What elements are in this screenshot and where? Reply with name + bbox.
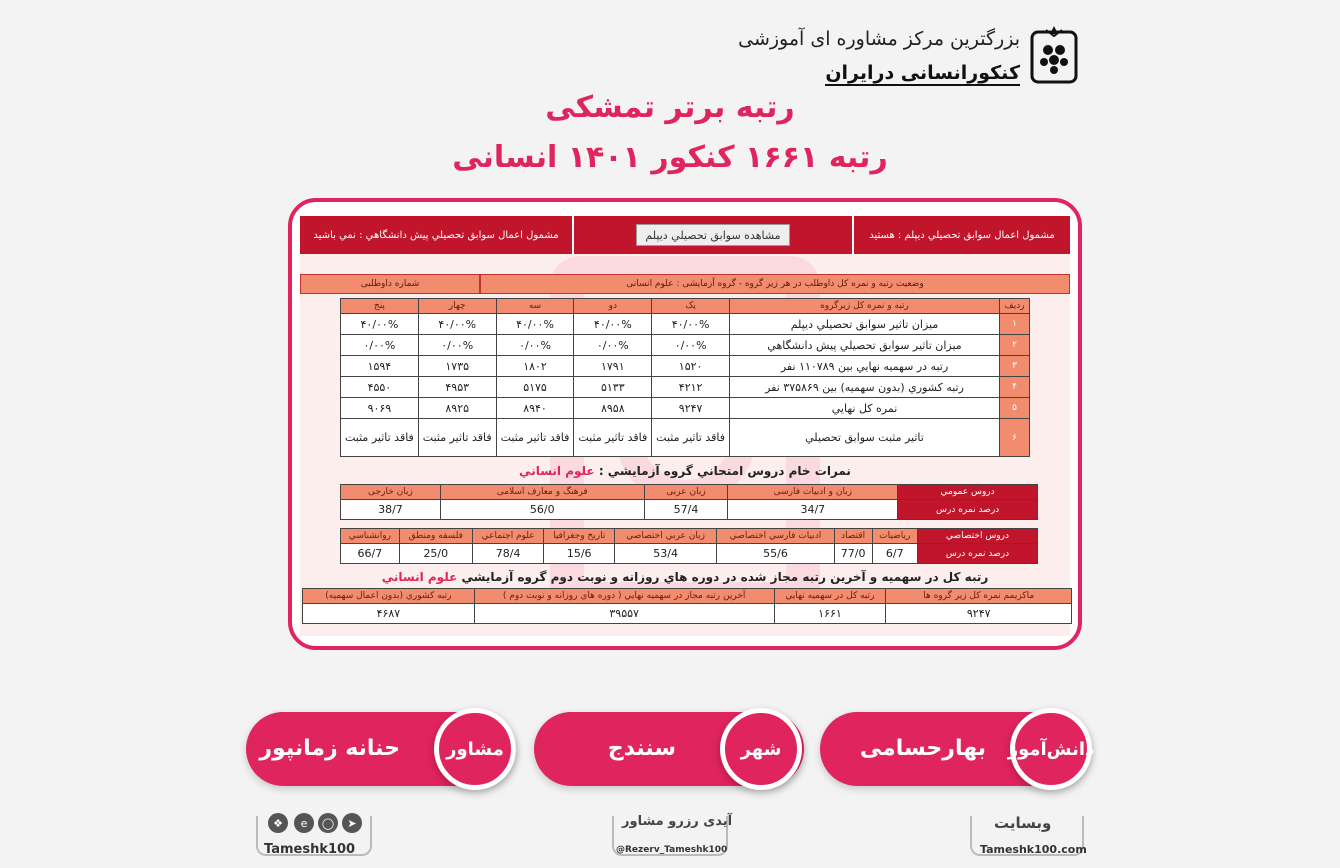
col-header: رتبه و نمره كل زيرگروه: [730, 299, 1000, 314]
row-value: ۸۹۲۵: [418, 398, 496, 419]
general-scores-table: [340, 484, 1038, 520]
subject-header: زبان عربی: [644, 485, 728, 500]
row-value: ۱۵۲۰: [652, 356, 730, 377]
subject-header: زبان و ادبیات فارسی: [728, 485, 898, 500]
col-header: آخرين رتبه مجاز در سهميه نهايي ( دوره هاي روزانه و نوبت دوم ): [474, 589, 774, 604]
row-label: ميزان تاثير سوابق تحصيلي پيش دانشگاهي: [730, 335, 1000, 356]
score-value: 77/0: [834, 544, 872, 564]
row-value: ۰/۰۰%: [574, 335, 652, 356]
col-header: دو: [574, 299, 652, 314]
row-value: فاقد تاثير مثبت: [574, 419, 652, 457]
rubika-icon[interactable]: ❖: [268, 813, 288, 833]
row-value: ۴۵۵۰: [341, 377, 419, 398]
row-value: ۹۲۴۷: [652, 398, 730, 419]
raw-scores-title: [300, 464, 1070, 478]
reserve-label: آیدی رزرو مشاور: [622, 814, 733, 829]
row-value: ۰/۰۰%: [418, 335, 496, 356]
col-header: سه: [496, 299, 574, 314]
subject-header: فلسفه ومنطق: [399, 529, 472, 544]
table-row: [341, 314, 1030, 335]
subheader-status: وضعیت رتبه و نمره کل داوطلب در هر زیر گروه - گروه آزمایشی : علوم انسانی: [480, 274, 1070, 294]
social-handle[interactable]: Tameshk100: [264, 842, 356, 857]
file-number-label: شماره داوطلبی: [300, 274, 480, 294]
row-value: ۰/۰۰%: [652, 335, 730, 356]
score-value: 55/6: [717, 544, 835, 564]
row-value: ۵۱۳۳: [574, 377, 652, 398]
page-subtitle: رتبه ۱۶۶۱ کنکور ۱۴۰۱ انسانی: [452, 140, 888, 175]
specialized-label: دروس اختصاصي: [918, 529, 1038, 544]
subject-header: زبان عربي اختصاصي: [615, 529, 717, 544]
row-value: ۴۰/۰۰%: [496, 314, 574, 335]
row-index: ۱: [1000, 314, 1030, 335]
student-name: بهارحسامی: [859, 736, 986, 761]
specialized-scores-header: [341, 529, 1038, 544]
final-rank-value: ۳۹۵۵۷: [474, 604, 774, 624]
row-value: فاقد تاثير مثبت: [496, 419, 574, 457]
row-index: ۲: [1000, 335, 1030, 356]
final-rank-row: [303, 604, 1072, 624]
score-value: 56/0: [440, 500, 644, 520]
score-value: 25/0: [399, 544, 472, 564]
score-value: 53/4: [615, 544, 717, 564]
row-value: ۰/۰۰%: [496, 335, 574, 356]
telegram-icon[interactable]: ➤: [342, 813, 362, 833]
row-value: ۴۹۵۳: [418, 377, 496, 398]
student-badge: دانش‌آموز: [1010, 708, 1092, 790]
advisor-name: حنانه زمانپور: [259, 736, 400, 761]
row-index: ۳: [1000, 356, 1030, 377]
row-label: ميزان تاثير سوابق تحصيلي ديپلم: [730, 314, 1000, 335]
final-rank-value: ۱۶۶۱: [774, 604, 886, 624]
row-value: ۱۸۰۲: [496, 356, 574, 377]
rank-table-header: [341, 299, 1030, 314]
page-title: رتبه برتر تمشکی: [545, 90, 795, 125]
city-card: [534, 712, 804, 786]
row-label: رتبه کشوري (بدون سهميه) بين ۳۷۵۸۶۹ نفر: [730, 377, 1000, 398]
raw-scores-title-text: نمرات خام دروس امتحاني گروه آزمايشي :: [598, 464, 851, 478]
brand-header: [738, 18, 1078, 90]
view-diploma-button[interactable]: مشاهده سوابق تحصيلي ديپلم: [636, 224, 789, 246]
score-value: 38/7: [341, 500, 441, 520]
row-value: ۵۱۷۵: [496, 377, 574, 398]
final-rank-value: ۹۲۴۷: [886, 604, 1072, 624]
result-sheet: [300, 216, 1070, 636]
city-name: سنندج: [607, 736, 676, 761]
subject-header: رياضيات: [872, 529, 918, 544]
col-header: يک: [652, 299, 730, 314]
website-label: وبسایت: [994, 814, 1052, 832]
score-value: 57/4: [644, 500, 728, 520]
rank-table: [340, 298, 1030, 457]
row-label: نمره کل نهايي: [730, 398, 1000, 419]
col-header: رتبه کل در سهميه نهايي: [774, 589, 886, 604]
diploma-button-cell: [572, 216, 854, 254]
row-value: ۴۲۱۲: [652, 377, 730, 398]
subheader: [300, 274, 1070, 294]
col-header: ماکزيمم نمره کل زير گروه ها: [886, 589, 1072, 604]
row-value: ۱۷۹۱: [574, 356, 652, 377]
row-value: ۱۷۳۵: [418, 356, 496, 377]
pre-university-status: مشمول اعمال سوابق تحصيلي پيش دانشگاهي : نمي باشيد: [313, 229, 559, 241]
final-rank-table: [302, 588, 1072, 624]
score-value: 15/6: [544, 544, 615, 564]
row-value: ۴۰/۰۰%: [341, 314, 419, 335]
final-rank-value: ۴۶۸۷: [303, 604, 475, 624]
raspberry-logo-icon: [1030, 22, 1078, 84]
subject-header: روانشناسي: [341, 529, 400, 544]
raw-scores-group: علوم انساني: [519, 464, 595, 478]
reserve-id[interactable]: @Rezerv_Tameshk100: [616, 845, 728, 855]
row-label: تاثير مثبت سوابق تحصيلي: [730, 419, 1000, 457]
row-value: فاقد تاثير مثبت: [652, 419, 730, 457]
table-row: [341, 335, 1030, 356]
final-rank-title: [300, 570, 1070, 584]
row-value: فاقد تاثير مثبت: [418, 419, 496, 457]
website-link[interactable]: Tameshk100.com: [980, 843, 1087, 856]
row-value: ۴۰/۰۰%: [652, 314, 730, 335]
result-frame: [288, 198, 1082, 650]
col-header: رديف: [1000, 299, 1030, 314]
brand-tagline: بزرگترین مرکز مشاوره ای آموزشی: [738, 28, 1020, 50]
final-rank-group: علوم انساني: [381, 570, 458, 584]
table-row: [341, 398, 1030, 419]
subject-header: اقتصاد: [834, 529, 872, 544]
table-row: [341, 356, 1030, 377]
general-scores-header: [341, 485, 1038, 500]
row-label: رتبه در سهميه نهايي بين ۱۱۰۷۸۹ نفر: [730, 356, 1000, 377]
row-value: فاقد تاثير مثبت: [341, 419, 419, 457]
status-bar: [300, 216, 1070, 254]
row-index: ۶: [1000, 419, 1030, 457]
score-value: 34/7: [728, 500, 898, 520]
row-label: درصد نمره درس: [918, 544, 1038, 564]
col-header: رتبه کشوري (بدون اعمال سهميه): [303, 589, 475, 604]
subject-header: فرهنگ و معارف اسلامی: [440, 485, 644, 500]
row-value: ۸۹۴۰: [496, 398, 574, 419]
subject-header: ادبيات فارسي اختصاصي: [717, 529, 835, 544]
brand-name: کنکورانسانی درایران: [825, 62, 1020, 84]
row-label: درصد نمره درس: [898, 500, 1038, 520]
specialized-scores-table: [340, 528, 1038, 564]
score-value: 78/4: [472, 544, 544, 564]
row-value: ۰/۰۰%: [341, 335, 419, 356]
score-value: 6/7: [872, 544, 918, 564]
score-value: 66/7: [341, 544, 400, 564]
subject-header: علوم اجتماعي: [472, 529, 544, 544]
row-value: ۴۰/۰۰%: [418, 314, 496, 335]
advisor-card: [246, 712, 516, 786]
table-row: [341, 419, 1030, 457]
row-value: ۴۰/۰۰%: [574, 314, 652, 335]
instagram-icon[interactable]: ◯: [318, 813, 338, 833]
col-header: پنج: [341, 299, 419, 314]
eitaa-icon[interactable]: e: [294, 813, 314, 833]
general-scores-row: [341, 500, 1038, 520]
student-card: [820, 712, 1095, 786]
row-value: ۸۹۵۸: [574, 398, 652, 419]
advisor-badge: مشاور: [434, 708, 516, 790]
final-rank-header: [303, 589, 1072, 604]
city-badge: شهر: [720, 708, 802, 790]
table-row: [341, 377, 1030, 398]
subject-header: تاريخ وجغرافيا: [544, 529, 615, 544]
subject-header: زبان خارجی: [341, 485, 441, 500]
specialized-scores-row: [341, 544, 1038, 564]
row-index: ۴: [1000, 377, 1030, 398]
diploma-status: مشمول اعمال سوابق تحصيلي ديپلم : هستيد: [869, 229, 1055, 241]
row-value: ۱۵۹۴: [341, 356, 419, 377]
row-index: ۵: [1000, 398, 1030, 419]
row-value: ۹۰۶۹: [341, 398, 419, 419]
final-rank-title-text: رتبه کل در سهميه و آخرين رتبه مجاز شده در دوره هاي روزانه و نوبت دوم گروه آزمايشي: [461, 570, 989, 584]
col-header: چهار: [418, 299, 496, 314]
general-label: دروس عمومي: [898, 485, 1038, 500]
